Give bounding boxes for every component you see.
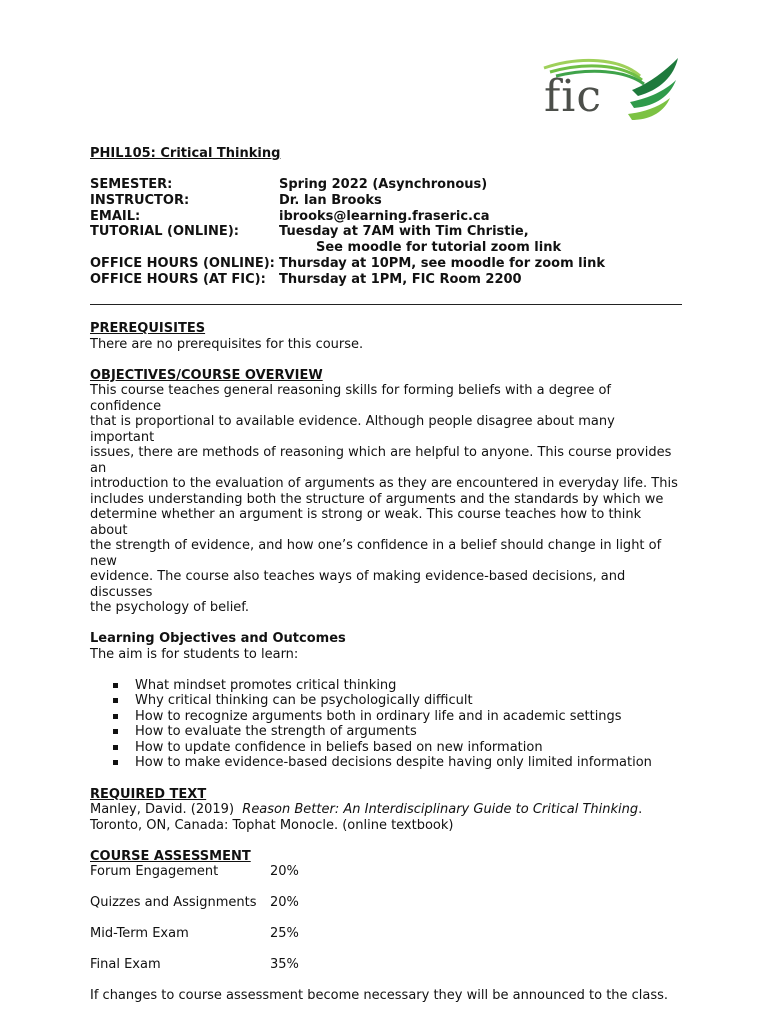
bullet-icon	[113, 729, 118, 734]
info-row-instructor	[90, 193, 605, 209]
required-text-heading: REQUIRED TEXT	[90, 786, 207, 802]
info-label: OFFICE HOURS (ONLINE):	[90, 255, 275, 271]
list-item	[90, 709, 682, 725]
info-row-email	[90, 209, 605, 225]
info-label: EMAIL:	[90, 208, 141, 224]
assessment-weight: 25%	[270, 926, 299, 942]
info-label: OFFICE HOURS (AT FIC):	[90, 271, 266, 287]
tutorial-continuation: See moodle for tutorial zoom link	[316, 240, 562, 255]
objectives-heading: OBJECTIVES/COURSE OVERVIEW	[90, 367, 323, 383]
info-value: Spring 2022 (Asynchronous)	[279, 177, 488, 192]
learning-objectives-heading: Learning Objectives and Outcomes	[90, 631, 346, 646]
objectives-line: the strength of evidence, and how one’s confidence in a belief should change in light of new	[90, 538, 662, 569]
list-item-text: How to evaluate the strength of arguments	[135, 724, 417, 740]
citation-title: Reason Better: An Interdisciplinary Guide to Critical Thinking	[242, 802, 639, 818]
info-value: Dr. Ian Brooks	[279, 192, 382, 208]
objectives-line: This course teaches general reasoning skills for forming beliefs with a degree of confidence	[90, 383, 611, 414]
objectives-line: includes understanding both the structure of arguments and the standards by which we	[90, 491, 664, 507]
citation-author: Manley, David. (2019)	[90, 802, 235, 818]
course-info-block	[90, 177, 605, 287]
citation-title-end: .	[638, 802, 643, 818]
syllabus-content	[90, 321, 682, 1004]
course-title: PHIL105: Critical Thinking	[90, 146, 281, 161]
objectives-line: evidence. The course also teaches ways of making evidence-based decisions, and discusses	[90, 569, 626, 600]
assessment-name: Quizzes and Assignments	[90, 895, 257, 911]
info-value: Thursday at 1PM, FIC Room 2200	[279, 271, 522, 287]
assessment-name: Final Exam	[90, 957, 161, 973]
info-value: Thursday at 10PM, see moodle for zoom link	[279, 255, 605, 271]
assessment-row	[90, 864, 682, 895]
bullet-icon	[113, 760, 118, 765]
list-item-text: What mindset promotes critical thinking	[135, 677, 397, 693]
assessment-weight: 20%	[270, 864, 299, 880]
list-item-text: Why critical thinking can be psychologically difficult	[135, 693, 473, 709]
info-row-office-hours-fic	[90, 272, 605, 288]
info-label: INSTRUCTOR:	[90, 192, 190, 208]
info-label: SEMESTER:	[90, 177, 173, 192]
objectives-line: the psychology of belief.	[90, 600, 250, 615]
fic-logo	[540, 50, 680, 128]
objectives-line: introduction to the evaluation of arguments as they are encountered in everyday life. This	[90, 476, 678, 491]
list-item-text: How to recognize arguments both in ordinary life and in academic settings	[135, 708, 622, 724]
assessment-weight: 35%	[270, 957, 299, 973]
info-label: TUTORIAL (ONLINE):	[90, 224, 239, 240]
list-item	[90, 693, 682, 709]
citation	[90, 802, 682, 818]
info-row-office-hours-online	[90, 256, 605, 272]
divider	[90, 304, 682, 305]
list-item-text: How to make evidence-based decisions despite having only limited information	[135, 755, 652, 771]
bullet-icon	[113, 745, 118, 750]
assessment-table	[90, 864, 682, 988]
list-item-text: How to update confidence in beliefs based on new information	[135, 739, 543, 755]
prerequisites-heading: PREREQUISITES	[90, 321, 206, 336]
prerequisites-text: There are no prerequisites for this course.	[90, 336, 364, 352]
list-item	[90, 724, 682, 740]
citation-publisher: Toronto, ON, Canada: Tophat Monocle. (online textbook)	[90, 817, 454, 833]
learning-objectives-list	[90, 678, 682, 772]
email-value: ibrooks@learning.fraseric.ca	[279, 208, 490, 224]
learning-intro: The aim is for students to learn:	[90, 646, 299, 662]
logo-text: fic	[544, 71, 602, 122]
info-value: Tuesday at 7AM with Tim Christie,	[279, 224, 529, 240]
assessment-name: Forum Engagement	[90, 864, 219, 880]
info-row-semester	[90, 177, 605, 193]
assessment-note: If changes to course assessment become necessary they will be announced to the class.	[90, 988, 669, 1004]
assessment-row	[90, 957, 682, 988]
bullet-icon	[113, 714, 118, 719]
assessment-name: Mid-Term Exam	[90, 926, 189, 942]
objectives-paragraph	[90, 383, 682, 616]
bullet-icon	[113, 698, 118, 703]
objectives-line: issues, there are methods of reasoning which are helpful to anyone. This course provides an	[90, 445, 672, 476]
assessment-heading: COURSE ASSESSMENT	[90, 848, 251, 864]
assessment-row	[90, 926, 682, 957]
list-item	[90, 755, 682, 771]
bullet-icon	[113, 683, 118, 688]
assessment-weight: 20%	[270, 895, 299, 911]
list-item	[90, 740, 682, 756]
objectives-line: that is proportional to available evidence. Although people disagree about many important	[90, 414, 615, 445]
list-item	[90, 678, 682, 694]
objectives-line: determine whether an argument is strong or weak. This course teaches how to think about	[90, 507, 642, 538]
assessment-row	[90, 895, 682, 926]
info-row-tutorial	[90, 224, 605, 240]
